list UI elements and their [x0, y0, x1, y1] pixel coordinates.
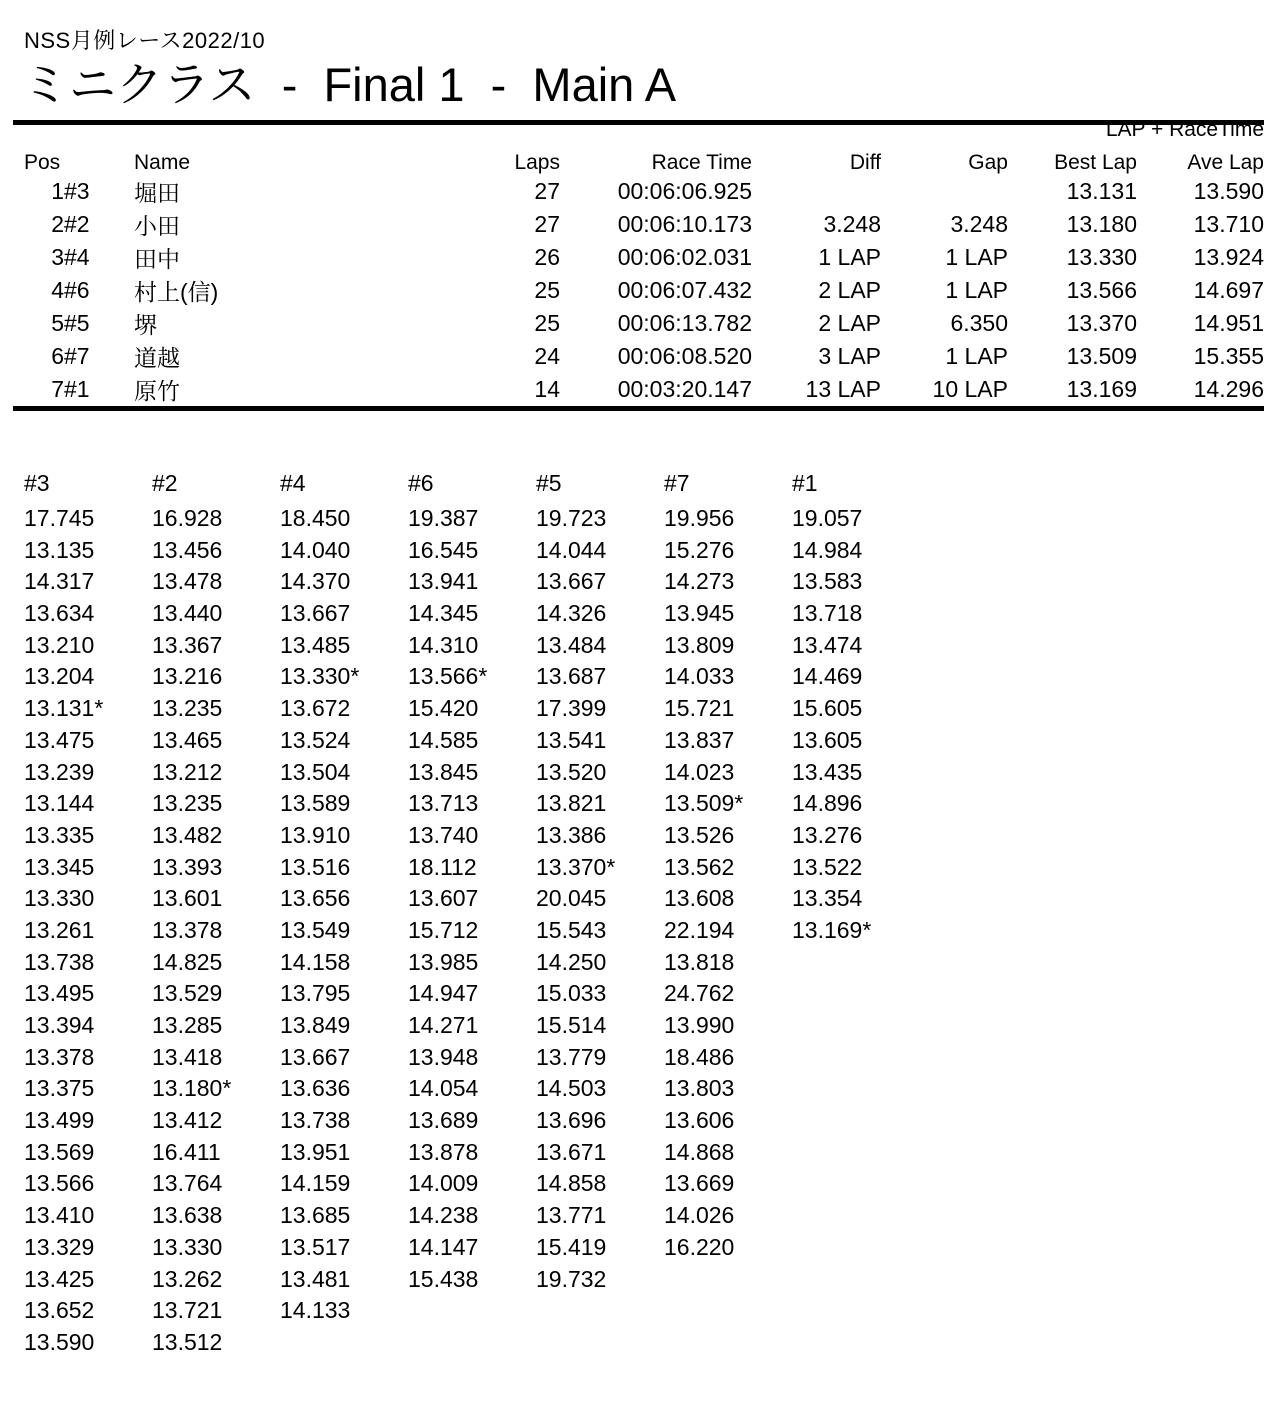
- laps-value: 25: [534, 310, 560, 336]
- best-lap-value: 13.370: [1066, 310, 1137, 336]
- car-number: #3: [64, 178, 90, 204]
- lap-time: 19.956: [664, 505, 735, 531]
- car-number: #5: [64, 310, 90, 336]
- lap-time: 13.345: [24, 853, 95, 880]
- laps-value: 26: [534, 244, 560, 270]
- gap-value: 1 LAP: [945, 277, 1008, 303]
- lap-time: 13.135: [24, 536, 95, 563]
- lap-time: 13.276: [792, 821, 863, 848]
- lap-time: 13.607: [408, 885, 479, 912]
- diff-value: 2 LAP: [818, 277, 881, 303]
- lap-time: 13.562: [664, 853, 735, 880]
- lap-time: 16.411: [152, 1138, 221, 1165]
- lap-time: 13.504: [280, 758, 351, 785]
- best-lap-value: 13.330: [1066, 244, 1137, 270]
- lap-column-header: #4: [280, 470, 306, 496]
- race-time-value: 00:06:02.031: [617, 244, 752, 270]
- column-header-laps: Laps: [514, 151, 560, 174]
- lap-time: 13.370*: [536, 853, 616, 880]
- position-value: 4: [51, 277, 64, 303]
- result-row: [24, 241, 1264, 274]
- lap-time: 15.420: [408, 695, 479, 722]
- lap-time: 14.133: [280, 1297, 351, 1324]
- column-header-best-lap: Best Lap: [1054, 151, 1137, 174]
- driver-name: 堺: [134, 312, 157, 338]
- lap-time: 14.271: [408, 1012, 479, 1038]
- lap-time: 13.652: [24, 1297, 95, 1324]
- lap-time: 13.985: [408, 948, 479, 975]
- diff-value: 2 LAP: [818, 310, 881, 336]
- lap-time: 13.718: [792, 600, 863, 627]
- lap-time: 14.868: [664, 1138, 735, 1165]
- lap-time: 13.482: [152, 821, 223, 848]
- lap-time: 13.131*: [24, 695, 104, 722]
- lap-time: 15.605: [792, 695, 863, 722]
- lap-time: 14.317: [24, 568, 95, 595]
- best-lap-value: 13.169: [1066, 376, 1137, 402]
- lap-time: 13.465: [152, 726, 223, 753]
- lap-time: 14.947: [408, 980, 479, 1007]
- lap-time: 13.549: [280, 916, 351, 943]
- lap-time: 13.169*: [792, 916, 872, 943]
- lap-time: 13.235: [152, 790, 223, 817]
- lap-time: 13.667: [280, 600, 351, 627]
- lap-time: 13.590: [24, 1328, 95, 1355]
- lap-time: 13.738: [280, 1107, 351, 1134]
- lap-time: 14.033: [664, 663, 735, 690]
- lap-time: 14.159: [280, 1170, 351, 1197]
- lap-time: 14.345: [408, 600, 479, 627]
- lap-time: 13.516: [280, 853, 351, 880]
- lap-time: 13.435: [792, 758, 863, 785]
- lap-time: 13.878: [408, 1138, 479, 1165]
- driver-name: 村上(信): [134, 279, 219, 305]
- lap-time: 13.499: [24, 1107, 95, 1134]
- lap-time: 14.858: [536, 1170, 607, 1197]
- lap-time: 13.474: [792, 631, 863, 658]
- lap-time: 13.818: [664, 948, 735, 975]
- lap-time: 18.486: [664, 1043, 735, 1070]
- lap-time: 13.495: [24, 980, 95, 1007]
- lap-time: 13.375: [24, 1075, 95, 1102]
- lap-time: 13.367: [152, 631, 223, 658]
- lap-time: 16.928: [152, 505, 223, 531]
- lap-time: 15.276: [664, 536, 735, 563]
- lap-time: 13.589: [280, 790, 351, 817]
- lap-time: 13.475: [24, 726, 95, 753]
- best-lap-value: 13.131: [1066, 178, 1137, 204]
- result-row: [24, 274, 1264, 307]
- lap-time: 13.512: [152, 1328, 223, 1355]
- lap-time: 13.529: [152, 980, 223, 1007]
- gap-value: 1 LAP: [945, 343, 1008, 369]
- lap-column-values: [664, 503, 792, 1264]
- gap-value: [881, 175, 1008, 208]
- lap-time: 14.503: [536, 1075, 607, 1102]
- gap-value: 3.248: [950, 211, 1008, 237]
- lap-time: 13.713: [408, 790, 479, 817]
- laps-value: 27: [534, 178, 560, 204]
- lap-time: 13.524: [280, 726, 351, 753]
- ave-lap-value: 14.951: [1193, 310, 1264, 336]
- results-header-row: [24, 147, 1264, 175]
- result-row: [24, 373, 1264, 406]
- lap-time: 13.845: [408, 758, 479, 785]
- diff-value: 1 LAP: [818, 244, 881, 270]
- lap-time: 15.514: [536, 1012, 607, 1038]
- lap-column-values: [152, 503, 280, 1359]
- lap-time: 13.478: [152, 568, 223, 595]
- car-number: #1: [64, 376, 90, 402]
- lap-time: 14.054: [408, 1075, 479, 1102]
- lap-time: 19.732: [536, 1265, 607, 1292]
- lap-time: 13.239: [24, 758, 95, 785]
- lap-time: 14.023: [664, 758, 735, 785]
- lap-time: 19.387: [408, 505, 479, 531]
- lap-time: 14.310: [408, 631, 479, 658]
- best-lap-value: 13.566: [1066, 277, 1137, 303]
- lap-time: 13.481: [280, 1265, 351, 1292]
- lap-time: 14.326: [536, 600, 607, 627]
- lap-time: 14.238: [408, 1202, 479, 1229]
- lap-time: 13.541: [536, 726, 607, 753]
- lap-time: 13.795: [280, 980, 351, 1007]
- lap-column-values: [24, 503, 152, 1359]
- lap-time: 13.144: [24, 790, 95, 817]
- diff-value: 3 LAP: [818, 343, 881, 369]
- lap-column-values: [792, 503, 920, 947]
- lap-column-header: #7: [664, 470, 690, 496]
- lap-time: 15.419: [536, 1233, 607, 1260]
- lap-time: 14.026: [664, 1202, 735, 1229]
- driver-name: 小田: [134, 213, 180, 239]
- lap-time: 13.721: [152, 1297, 223, 1324]
- lap-column: [152, 469, 280, 1359]
- lap-time: 13.418: [152, 1043, 223, 1070]
- result-row: [24, 175, 1264, 208]
- lap-time: 13.672: [280, 695, 351, 722]
- lap-time: 24.762: [664, 980, 735, 1007]
- lap-column-values: [536, 503, 664, 1295]
- lap-time: 18.112: [408, 853, 477, 880]
- lap-time: 14.825: [152, 948, 223, 975]
- lap-time: 13.330: [24, 885, 95, 912]
- lap-time: 13.522: [792, 853, 863, 880]
- lap-time: 13.634: [24, 600, 95, 627]
- gap-value: 1 LAP: [945, 244, 1008, 270]
- lap-time: 15.033: [536, 980, 607, 1007]
- ave-lap-value: 15.355: [1193, 343, 1264, 369]
- position-value: 6: [51, 343, 64, 369]
- race-time-value: 00:06:07.432: [617, 277, 752, 303]
- lap-column: [408, 469, 536, 1359]
- lap-time: 22.194: [664, 916, 735, 943]
- lap-time: 13.412: [152, 1107, 223, 1134]
- position-value: 1: [51, 178, 64, 204]
- lap-time: 14.040: [280, 536, 351, 563]
- lap-time: 13.285: [152, 1012, 223, 1038]
- driver-name: 原竹: [134, 378, 180, 404]
- lap-time: 13.235: [152, 695, 223, 722]
- lap-time: 13.484: [536, 631, 607, 658]
- lap-column-header: #3: [24, 470, 50, 496]
- race-title: ミニクラス - Final 1 - Main A: [22, 58, 677, 111]
- race-results-sheet: [0, 28, 1284, 1411]
- results-divider: [13, 406, 1264, 411]
- lap-time: 13.606: [664, 1107, 735, 1134]
- lap-time: 14.984: [792, 536, 863, 563]
- column-header-race-time: Race Time: [651, 151, 752, 174]
- lap-column: [664, 469, 792, 1359]
- lap-time: 20.045: [536, 885, 607, 912]
- lap-time: 15.721: [664, 695, 735, 722]
- lap-time: 13.378: [24, 1043, 95, 1070]
- lap-time: 13.910: [280, 821, 351, 848]
- lap-column: [280, 469, 408, 1359]
- race-time-value: 00:03:20.147: [617, 376, 752, 402]
- laps-value: 27: [534, 211, 560, 237]
- event-title: NSS月例レース2022/10: [24, 28, 266, 53]
- lap-column-header: #6: [408, 470, 434, 496]
- lap-time: 19.723: [536, 505, 607, 531]
- car-number: #7: [64, 343, 90, 369]
- lap-time: 13.566*: [408, 663, 488, 690]
- position-value: 2: [51, 211, 64, 237]
- column-header-pos: Pos: [24, 151, 61, 174]
- lap-time: 14.044: [536, 536, 607, 563]
- column-header-name: Name: [134, 151, 191, 174]
- lap-time: 13.485: [280, 631, 351, 658]
- lap-column: [792, 469, 920, 1359]
- lap-time: 13.608: [664, 885, 735, 912]
- lap-time: 13.520: [536, 758, 607, 785]
- lap-column-header: #1: [792, 470, 818, 496]
- lap-time: 17.399: [536, 695, 607, 722]
- lap-time: 14.370: [280, 568, 351, 595]
- lap-time: 13.948: [408, 1043, 479, 1070]
- ave-lap-value: 13.710: [1193, 211, 1264, 237]
- lap-chart: [24, 469, 1284, 1359]
- lap-column-values: [280, 503, 408, 1327]
- lap-time: 13.216: [152, 663, 223, 690]
- lap-time: 13.517: [280, 1233, 351, 1260]
- lap-time: 16.545: [408, 536, 479, 563]
- lap-time: 13.605: [792, 726, 863, 753]
- ave-lap-value: 14.697: [1193, 277, 1264, 303]
- lap-time: 13.262: [152, 1265, 223, 1292]
- lap-time: 13.394: [24, 1012, 95, 1038]
- lap-column-values: [408, 503, 536, 1295]
- lap-time: 13.440: [152, 600, 223, 627]
- diff-value: [752, 175, 881, 208]
- position-value: 3: [51, 244, 64, 270]
- driver-name: 田中: [134, 246, 180, 272]
- lap-time: 13.583: [792, 568, 863, 595]
- lap-time: 13.951: [280, 1138, 351, 1165]
- race-time-value: 00:06:06.925: [617, 178, 752, 204]
- ave-lap-value: 13.590: [1193, 178, 1264, 204]
- lap-time: 13.636: [280, 1075, 351, 1102]
- lap-time: 13.210: [24, 631, 95, 658]
- column-header-car: [64, 147, 134, 175]
- lap-time: 13.354: [792, 885, 863, 912]
- lap-time: 17.745: [24, 505, 95, 531]
- lap-time: 13.569: [24, 1138, 95, 1165]
- lap-time: 13.809: [664, 631, 735, 658]
- car-number: #6: [64, 277, 90, 303]
- lap-time: 13.378: [152, 916, 223, 943]
- lap-time: 13.425: [24, 1265, 95, 1292]
- lap-column: [24, 469, 152, 1359]
- race-time-value: 00:06:10.173: [617, 211, 752, 237]
- lap-time: 13.386: [536, 821, 607, 848]
- laps-value: 24: [534, 343, 560, 369]
- lap-time: 14.273: [664, 568, 735, 595]
- lap-time: 14.469: [792, 663, 863, 690]
- lap-time: 13.330: [152, 1233, 223, 1260]
- lap-time: 13.180*: [152, 1075, 232, 1102]
- lap-time: 13.803: [664, 1075, 735, 1102]
- lap-time: 13.204: [24, 663, 95, 690]
- lap-column-header: #5: [536, 470, 562, 496]
- lap-time: 13.941: [408, 568, 479, 595]
- lap-time: 13.696: [536, 1107, 607, 1134]
- lap-time: 19.057: [792, 505, 863, 531]
- lap-time: 13.566: [24, 1170, 95, 1197]
- lap-time: 15.543: [536, 916, 607, 943]
- lap-time: 13.764: [152, 1170, 223, 1197]
- result-row: [24, 208, 1264, 241]
- best-lap-value: 13.180: [1066, 211, 1137, 237]
- lap-time: 13.261: [24, 916, 95, 943]
- ave-lap-value: 13.924: [1193, 244, 1264, 270]
- lap-column: [536, 469, 664, 1359]
- results-body: [24, 175, 1264, 406]
- lap-time: 13.945: [664, 600, 735, 627]
- lap-time: 13.849: [280, 1012, 351, 1038]
- diff-value: 3.248: [823, 211, 881, 237]
- lap-time: 13.685: [280, 1202, 351, 1229]
- lap-time: 13.656: [280, 885, 351, 912]
- header-divider: [13, 120, 1264, 125]
- lap-time: 13.740: [408, 821, 479, 848]
- driver-name: 堀田: [134, 180, 180, 206]
- lap-time: 14.896: [792, 790, 863, 817]
- lap-time: 13.667: [280, 1043, 351, 1070]
- laps-value: 14: [534, 376, 560, 402]
- scoring-mode-label: LAP + RaceTime: [1105, 118, 1264, 141]
- position-value: 5: [51, 310, 64, 336]
- laps-value: 25: [534, 277, 560, 303]
- lap-time: 13.990: [664, 1012, 735, 1038]
- lap-time: 13.738: [24, 948, 95, 975]
- lap-time: 13.410: [24, 1202, 95, 1229]
- lap-time: 14.250: [536, 948, 607, 975]
- lap-time: 13.671: [536, 1138, 607, 1165]
- driver-name: 道越: [134, 345, 180, 371]
- results-table: [24, 147, 1264, 406]
- lap-time: 13.456: [152, 536, 223, 563]
- column-header-ave-lap: Ave Lap: [1187, 151, 1264, 174]
- lap-time: 15.712: [408, 916, 479, 943]
- result-row: [24, 307, 1264, 340]
- lap-time: 13.212: [152, 758, 223, 785]
- lap-time: 18.450: [280, 505, 351, 531]
- lap-time: 13.393: [152, 853, 223, 880]
- lap-time: 13.669: [664, 1170, 735, 1197]
- lap-time: 13.689: [408, 1107, 479, 1134]
- lap-time: 13.526: [664, 821, 735, 848]
- race-time-value: 00:06:08.520: [617, 343, 752, 369]
- lap-time: 13.638: [152, 1202, 223, 1229]
- ave-lap-value: 14.296: [1193, 376, 1264, 402]
- lap-time: 13.509*: [664, 790, 744, 817]
- gap-value: 10 LAP: [932, 376, 1008, 402]
- lap-time: 13.821: [536, 790, 607, 817]
- gap-value: 6.350: [950, 310, 1008, 336]
- lap-column-header: #2: [152, 470, 178, 496]
- lap-time: 16.220: [664, 1233, 735, 1260]
- column-header-diff: Diff: [849, 151, 881, 174]
- lap-time: 13.771: [536, 1202, 607, 1229]
- lap-time: 14.009: [408, 1170, 479, 1197]
- lap-time: 13.837: [664, 726, 735, 753]
- lap-time: 13.329: [24, 1233, 95, 1260]
- position-value: 7: [51, 376, 64, 402]
- diff-value: 13 LAP: [805, 376, 881, 402]
- column-header-gap: Gap: [968, 151, 1008, 174]
- lap-time: 14.147: [408, 1233, 479, 1260]
- best-lap-value: 13.509: [1066, 343, 1137, 369]
- lap-time: 13.330*: [280, 663, 360, 690]
- lap-time: 13.779: [536, 1043, 607, 1070]
- race-time-value: 00:06:13.782: [617, 310, 752, 336]
- lap-time: 13.667: [536, 568, 607, 595]
- lap-time: 13.601: [152, 885, 223, 912]
- lap-time: 14.158: [280, 948, 351, 975]
- lap-time: 13.687: [536, 663, 607, 690]
- car-number: #4: [64, 244, 90, 270]
- lap-time: 14.585: [408, 726, 479, 753]
- car-number: #2: [64, 211, 90, 237]
- result-row: [24, 340, 1264, 373]
- lap-time: 15.438: [408, 1265, 479, 1292]
- lap-time: 13.335: [24, 821, 95, 848]
